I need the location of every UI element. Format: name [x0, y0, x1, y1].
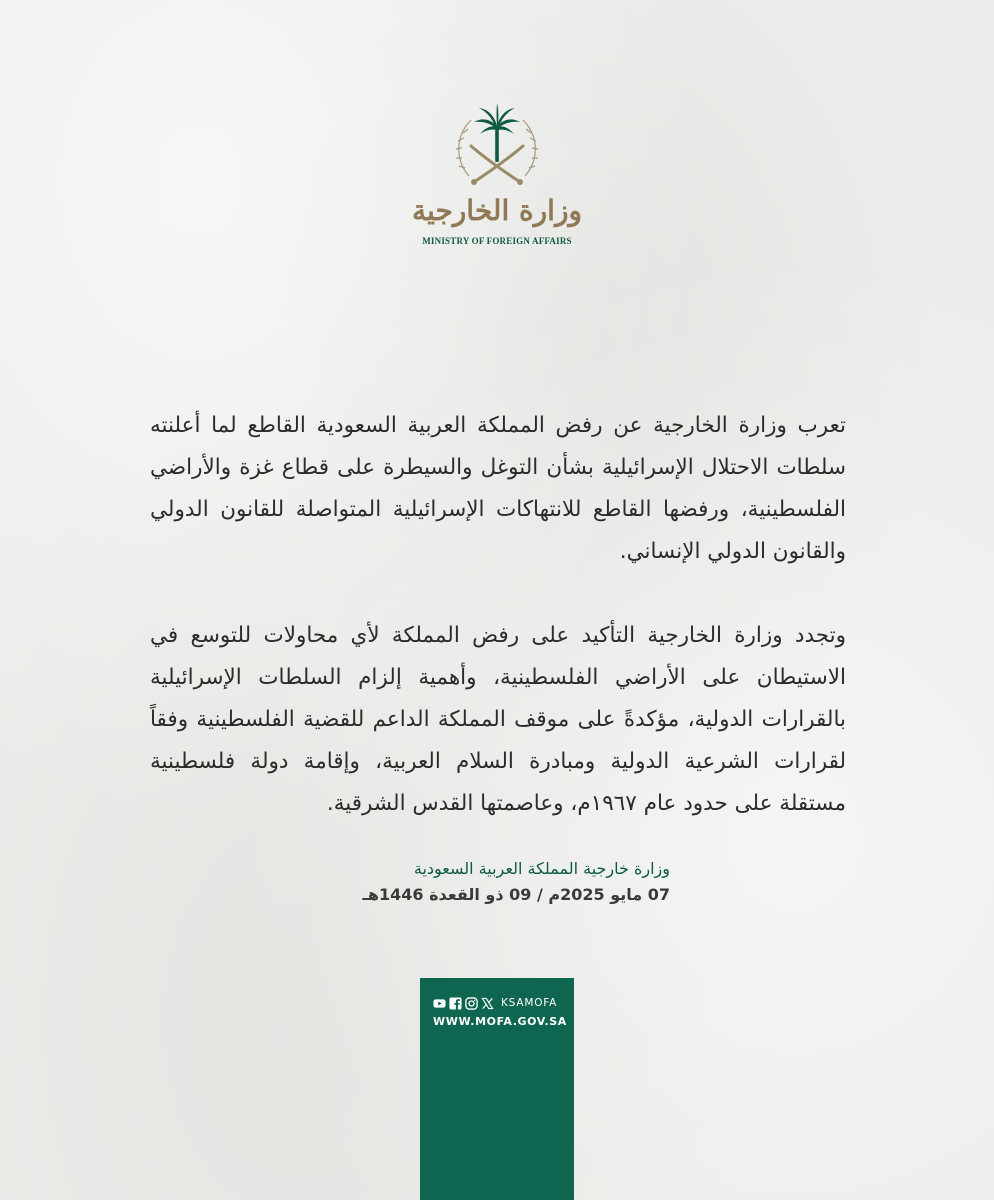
- statement-paragraph-2: وتجدد وزارة الخارجية التأكيد على رفض المملكة لأي محاولات للتوسع في الاستيطان على الأراضي الفلسطينية، وأهمية إلزام السلطات الإسرائيلية بالقرارات الدولية، مؤكدةً على موقف المملكة الداعم للقضية الفلسطينية وفقاً لقرارات الشرعية الدولية ومبادرة السلام العربية، وإقامة دولة فلسطينية مستقلة على حدود عام ١٩٦٧م، وعاصمتها القدس الشرقية.: [150, 623, 846, 816]
- social-links: [433, 996, 557, 1010]
- footer-panel: [420, 978, 574, 1200]
- signature-block: [300, 856, 670, 908]
- signature-title: وزارة خارجية المملكة العربية السعودية: [413, 859, 670, 878]
- social-handle[interactable]: KSAMOFA: [501, 997, 558, 1009]
- ministry-name-arabic: وزارة الخارجية: [412, 194, 582, 227]
- instagram-icon[interactable]: [465, 997, 478, 1010]
- website-link[interactable]: WWW.MOFA.GOV.SA: [433, 1015, 567, 1028]
- saudi-emblem-icon: [447, 98, 547, 198]
- youtube-icon[interactable]: [433, 997, 446, 1010]
- ministry-name-english: MINISTRY OF FOREIGN AFFAIRS: [422, 236, 572, 246]
- statement-paragraph-1: تعرب وزارة الخارجية عن رفض المملكة العربية السعودية القاطع لما أعلنته سلطات الاحتلال الإسرائيلية بشأن التوغل والسيطرة على قطاع غزة والأراضي الفلسطينية، ورفضها القاطع للانتهاكات الإسرائيلية المتواصلة للقانون الدولي والقانون الدولي الإنساني.: [150, 413, 846, 564]
- statement-body: [150, 405, 846, 825]
- facebook-icon[interactable]: [449, 997, 462, 1010]
- ministry-logo: [397, 98, 597, 268]
- x-icon[interactable]: [481, 997, 494, 1010]
- statement-date: 07 مايو 2025م / 09 ذو القعدة 1446هـ: [362, 885, 670, 904]
